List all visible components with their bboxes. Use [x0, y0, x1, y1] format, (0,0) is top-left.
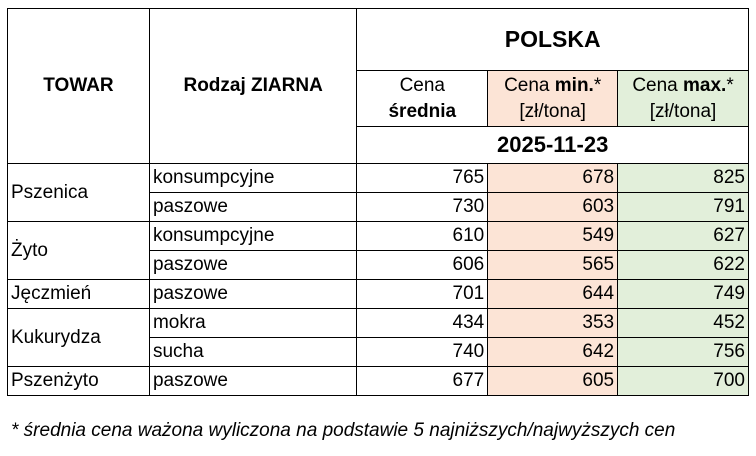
header-max-price: [618, 71, 749, 127]
max-price-cell: 825: [618, 164, 749, 193]
avg-price-label-bold: średnia: [388, 100, 457, 122]
table-row: [8, 222, 749, 251]
avg-price-cell: 606: [357, 251, 488, 280]
max-price-unit: [zł/tona]: [649, 100, 717, 122]
avg-price-cell: 434: [357, 309, 488, 338]
report-date: 2025-11-23: [357, 127, 749, 164]
min-price-unit: [zł/tona]: [519, 100, 586, 122]
grain-type-cell: paszowe: [149, 280, 356, 309]
max-price-cell: 627: [618, 222, 749, 251]
min-price-cell: 644: [488, 280, 618, 309]
price-table: [7, 8, 749, 396]
max-price-cell: 749: [618, 280, 749, 309]
max-price-cell: 622: [618, 251, 749, 280]
max-price-cell: 791: [618, 193, 749, 222]
commodity-cell: Żyto: [8, 222, 150, 280]
max-price-cell: 700: [618, 367, 749, 396]
avg-price-cell: 610: [357, 222, 488, 251]
min-price-cell: 353: [488, 309, 618, 338]
avg-price-cell: 730: [357, 193, 488, 222]
grain-type-cell: konsumpcyjne: [149, 164, 356, 193]
max-price-cell: 756: [618, 338, 749, 367]
min-price-cell: 642: [488, 338, 618, 367]
min-price-label: Cena min.*: [504, 74, 602, 96]
table-row: [8, 164, 749, 193]
header-towar: TOWAR: [8, 9, 150, 164]
table-row: [8, 367, 749, 396]
max-price-label: Cena max.*: [632, 74, 734, 96]
header-min-price: [488, 71, 618, 127]
table-row: [8, 280, 749, 309]
grain-type-cell: paszowe: [149, 367, 356, 396]
grain-type-cell: paszowe: [149, 251, 356, 280]
min-price-cell: 549: [488, 222, 618, 251]
commodity-cell: Pszenica: [8, 164, 150, 222]
avg-price-cell: 701: [357, 280, 488, 309]
min-price-cell: 605: [488, 367, 618, 396]
footnote: * średnia cena ważona wyliczona na podstawie 5 najniższych/najwyższych cen: [11, 420, 676, 441]
avg-price-cell: 740: [357, 338, 488, 367]
commodity-cell: Jęczmień: [8, 280, 150, 309]
avg-price-cell: 765: [357, 164, 488, 193]
avg-price-label: Cena: [399, 74, 445, 96]
table-row: [8, 309, 749, 338]
max-price-cell: 452: [618, 309, 749, 338]
header-avg-price: [357, 71, 488, 127]
min-price-cell: 678: [488, 164, 618, 193]
grain-type-cell: mokra: [149, 309, 356, 338]
grain-type-cell: paszowe: [149, 193, 356, 222]
commodity-cell: Kukurydza: [8, 309, 150, 367]
header-region: POLSKA: [357, 9, 749, 71]
commodity-cell: Pszenżyto: [8, 367, 150, 396]
avg-price-cell: 677: [357, 367, 488, 396]
min-price-cell: 565: [488, 251, 618, 280]
header-rodzaj: Rodzaj ZIARNA: [149, 9, 356, 164]
min-price-cell: 603: [488, 193, 618, 222]
grain-type-cell: konsumpcyjne: [149, 222, 356, 251]
grain-type-cell: sucha: [149, 338, 356, 367]
